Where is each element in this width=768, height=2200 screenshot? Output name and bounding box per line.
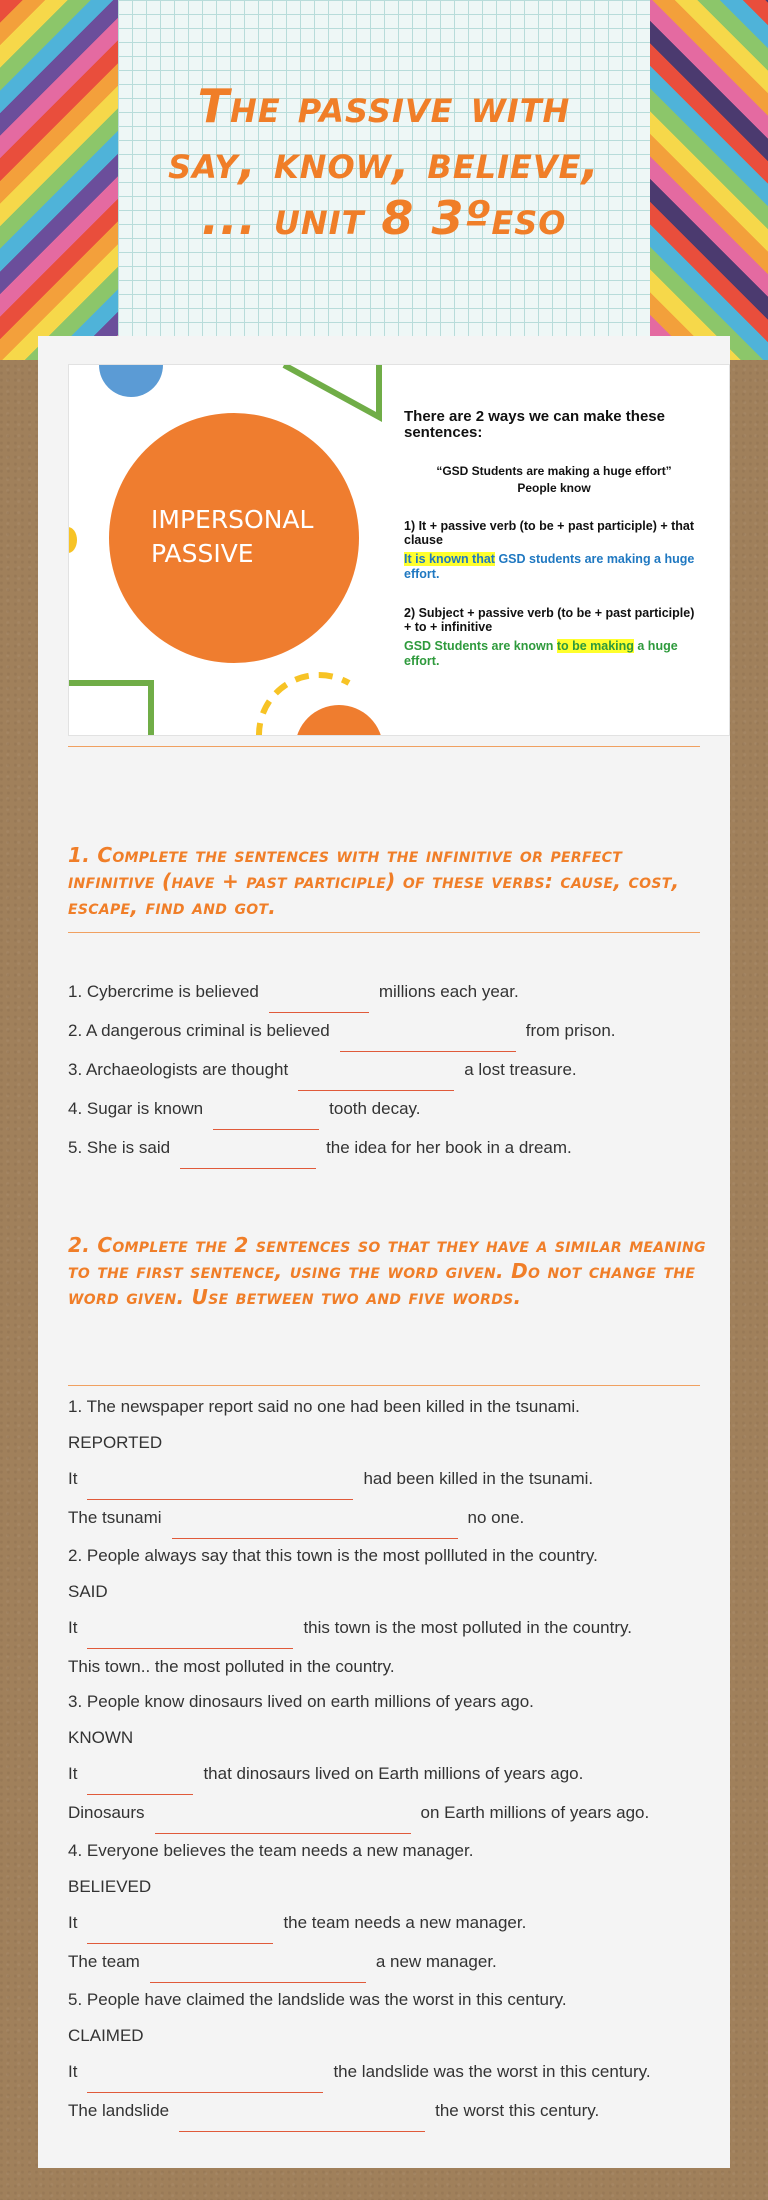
exercise-2-keyword-1: REPORTED xyxy=(68,1433,163,1452)
grammar-slide-image xyxy=(68,364,730,736)
exercise-2-answer-3a: It that dinosaurs lived on Earth millions of years ago. xyxy=(68,1763,718,1785)
green-corner-shape xyxy=(69,683,151,736)
slide-example-1: It is known that GSD students are making a huge effort. xyxy=(404,552,695,581)
slide-rule-1: 1) It + passive verb (to be + past participle) + that clause xyxy=(404,519,695,547)
slide-text xyxy=(404,409,704,669)
answer-blank[interactable] xyxy=(213,1108,319,1130)
answer-blank[interactable] xyxy=(269,991,369,1013)
answer-blank[interactable] xyxy=(87,1627,293,1649)
exercise-2-keyword-5: CLAIMED xyxy=(68,2026,144,2045)
answer-blank[interactable] xyxy=(179,2110,425,2132)
divider xyxy=(68,1385,700,1386)
impersonal-passive-label: IMPERSONAL PASSIVE xyxy=(151,505,314,568)
green-triangle-shape xyxy=(284,365,379,417)
exercise-2-answer-1b: The tsunami no one. xyxy=(68,1507,718,1529)
answer-blank[interactable] xyxy=(87,1922,273,1944)
section-1-title: 1. Complete the sentences with the infinitive or perfect infinitive (have + past participle) of these verbs: cause, cost, escape, find and got. xyxy=(68,843,680,919)
answer-blank[interactable] xyxy=(87,2071,323,2093)
exercise-2-question-5: 5. People have claimed the landslide was the worst in this century. xyxy=(68,1990,567,2009)
answer-blank[interactable] xyxy=(155,1812,411,1834)
exercise-1-item-4: 4. Sugar is known tooth decay. xyxy=(68,1098,718,1120)
exercise-2-answer-1a: It had been killed in the tsunami. xyxy=(68,1468,718,1490)
exercise-2-question-3: 3. People know dinosaurs lived on earth millions of years ago. xyxy=(68,1692,534,1711)
answer-blank[interactable] xyxy=(340,1030,516,1052)
exercise-2-answer-2a: It this town is the most polluted in the country. xyxy=(68,1617,718,1639)
exercise-1-item-1: 1. Cybercrime is believed millions each year. xyxy=(68,981,718,1003)
exercise-2-question-1: 1. The newspaper report said no one had been killed in the tsunami. xyxy=(68,1397,580,1416)
exercise-2-answer-4b: The team a new manager. xyxy=(68,1951,718,1973)
slide-quote: “GSD Students are making a huge effort” People know xyxy=(436,464,672,495)
divider xyxy=(68,932,700,933)
exercise-2-keyword-3: KNOWN xyxy=(68,1728,134,1747)
exercise-1-item-2: 2. A dangerous criminal is believed from prison. xyxy=(68,1020,718,1042)
answer-blank[interactable] xyxy=(180,1147,316,1169)
exercise-2-answer-5a: It the landslide was the worst in this century. xyxy=(68,2061,718,2083)
slide-example-2: GSD Students are known to be making a huge effort. xyxy=(404,639,678,668)
section-2-title: 2. Complete the 2 sentences so that they have a similar meaning to the first sentence, using the word given. Do not change the word given. Use between two and five words. xyxy=(68,1233,706,1309)
exercise-2-answer-4a: It the team needs a new manager. xyxy=(68,1912,718,1934)
page-title: The passive with say, know, believe, ... unit 8 3ºeso xyxy=(168,79,600,245)
answer-blank[interactable] xyxy=(172,1517,458,1539)
slide-heading: There are 2 ways we can make these sentences: xyxy=(404,408,665,441)
exercise-1-item-3: 3. Archaeologists are thought a lost treasure. xyxy=(68,1059,718,1081)
exercise-2-keyword-4: BELIEVED xyxy=(68,1877,152,1896)
answer-blank[interactable] xyxy=(298,1069,454,1091)
header-banner xyxy=(0,0,768,360)
exercise-2-answer-3b: Dinosaurs on Earth millions of years ago. xyxy=(68,1802,718,1824)
exercise-1-item-5: 5. She is said the idea for her book in a dream. xyxy=(68,1137,718,1159)
worksheet-card xyxy=(38,336,730,2168)
exercise-2-question-4: 4. Everyone believes the team needs a new manager. xyxy=(68,1841,474,1860)
exercise-2-answer-2b: This town.. the most polluted in the country. xyxy=(68,1657,395,1676)
answer-blank[interactable] xyxy=(87,1773,193,1795)
divider xyxy=(68,746,700,747)
slide-rule-2: 2) Subject + passive verb (to be + past participle) + to + infinitive xyxy=(404,606,695,634)
answer-blank[interactable] xyxy=(87,1478,353,1500)
answer-blank[interactable] xyxy=(150,1961,366,1983)
exercise-2-answer-5b: The landslide the worst this century. xyxy=(68,2100,718,2122)
exercise-2-question-2: 2. People always say that this town is the most pollluted in the country. xyxy=(68,1546,598,1565)
exercise-2-keyword-2: SAID xyxy=(68,1582,108,1601)
